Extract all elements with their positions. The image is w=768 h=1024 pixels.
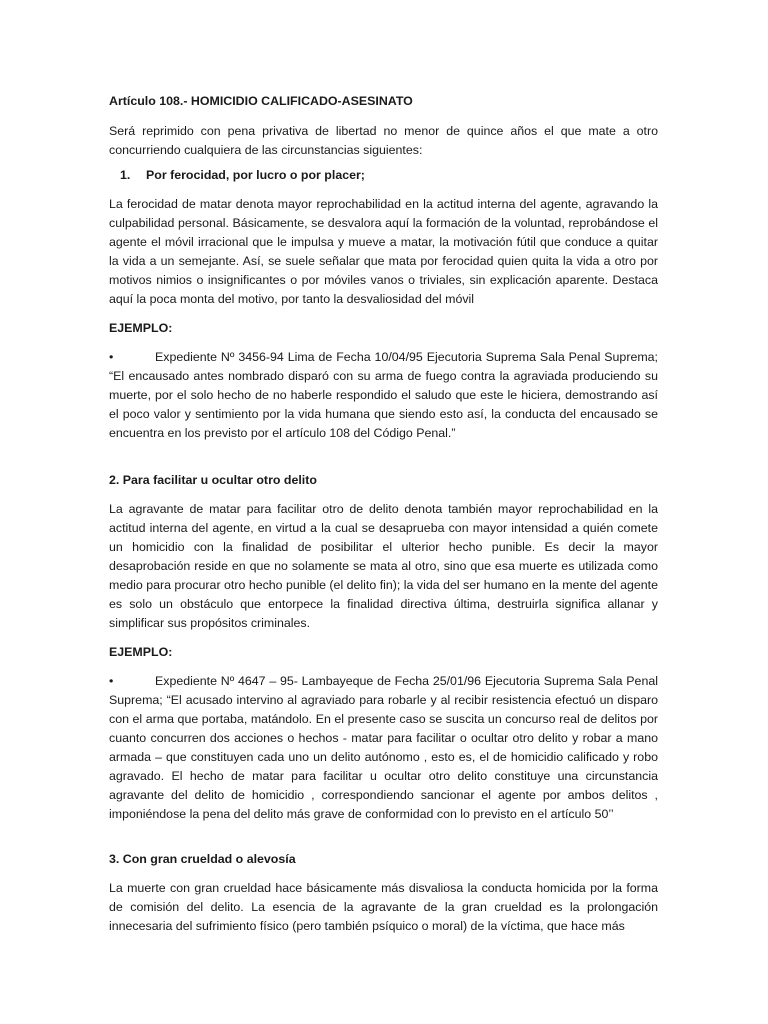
bullet-icon: • (109, 674, 114, 688)
item-2-example (109, 672, 658, 824)
bullet-icon: • (109, 350, 114, 364)
item-1-heading (109, 166, 658, 185)
item-1-example-heading: EJEMPLO: (109, 321, 173, 335)
article-title: Artículo 108.- HOMICIDIO CALIFICADO-ASESINATO (109, 94, 413, 108)
article-intro: Será reprimido con pena privativa de libertad no menor de quince años el que mate a otro concurriendo cualquiera de las circunstancias siguientes: (109, 124, 658, 157)
item-2-example-heading: EJEMPLO: (109, 645, 173, 659)
item-1-example (109, 348, 658, 443)
item-2-paragraph: La agravante de matar para facilitar otro de delito denota también mayor reprochabilidad en la actitud interna del agente, en virtud a la cual se desaprueba con mayor intensidad a quién comete un homicidio con la finalidad de posibilitar el ulterior hecho punible. Es decir la mayor desaprobación reside en que no solamente se mata al otro, sino que esa muerte es utilizada como medio para procurar otro hecho punible (el delito fin); la vida del ser humano en la mente del agente es solo un obstáculo que entorpece la finalidad directiva última, destruirla significa allanar y simplificar sus propósitos criminales. (109, 502, 658, 630)
document-page (109, 92, 658, 946)
item-3-paragraph: La muerte con gran crueldad hace básicamente más disvaliosa la conducta homicida por la forma de comisión del delito. La esencia de la agravante de la gran crueldad es la prolongación innecesaria del sufrimiento físico (pero también psíquico o moral) de la víctima, que hace más (109, 881, 658, 933)
item-1-label: Por ferocidad, por lucro o por placer; (146, 168, 365, 182)
item-2-heading: 2. Para facilitar u ocultar otro delito (109, 473, 317, 487)
item-1-number: 1. (120, 168, 131, 182)
item-1-paragraph: La ferocidad de matar denota mayor reprochabilidad en la actitud interna del agente, agravando la culpabilidad personal. Básicamente, se desvalora aquí la formación de la voluntad, reprobándose el agente el móvil irracional que le impulsa y mueve a matar, la motivación fútil que conduce a quitar la vida a un semejante. Así, se suele señalar que mata por ferocidad quien quita la vida a otro por motivos nimios o insignificantes o por móviles vanos o triviales, sin explicación aparente. Destaca aquí la poca monta del motivo, por tanto la desvaliosidad del móvil (109, 197, 658, 306)
item-3-heading: 3. Con gran crueldad o alevosía (109, 852, 296, 866)
item-2-example-text: Expediente Nº 4647 – 95- Lambayeque de Fecha 25/01/96 Ejecutoria Suprema Sala Penal Suprema; “El acusado intervino al agraviado para robarle y al recibir resistencia efectuó un disparo con el arma que portaba, matándolo. En el presente caso se suscita un concurso real de delitos por cuanto concurren dos acciones o hechos - matar para facilitar o ocultar otro delito y robar a mano armada – que constituyen cada uno un delito autónomo , esto es, el de homicidio calificado y robo agravado. El hecho de matar para facilitar u ocultar otro delito constituye una circunstancia agravante del delito de homicidio , correspondiendo sancionar el agente por ambos delitos , imponiéndose la pena del delito más grave de conformidad con lo previsto en el artículo 50’’ (109, 674, 658, 821)
item-1-example-text: Expediente Nº 3456-94 Lima de Fecha 10/04/95 Ejecutoria Suprema Sala Penal Suprema; “El encausado antes nombrado disparó con su arma de fuego contra la agraviada produciendo su muerte, por el solo hecho de no haberle respondido el saludo que este le hiciera, demostrando así el poco valor y sentimiento por la vida humana que siendo esto así, la conducta del encausado se encuentra en los previsto por el artículo 108 del Código Penal.” (109, 350, 658, 440)
